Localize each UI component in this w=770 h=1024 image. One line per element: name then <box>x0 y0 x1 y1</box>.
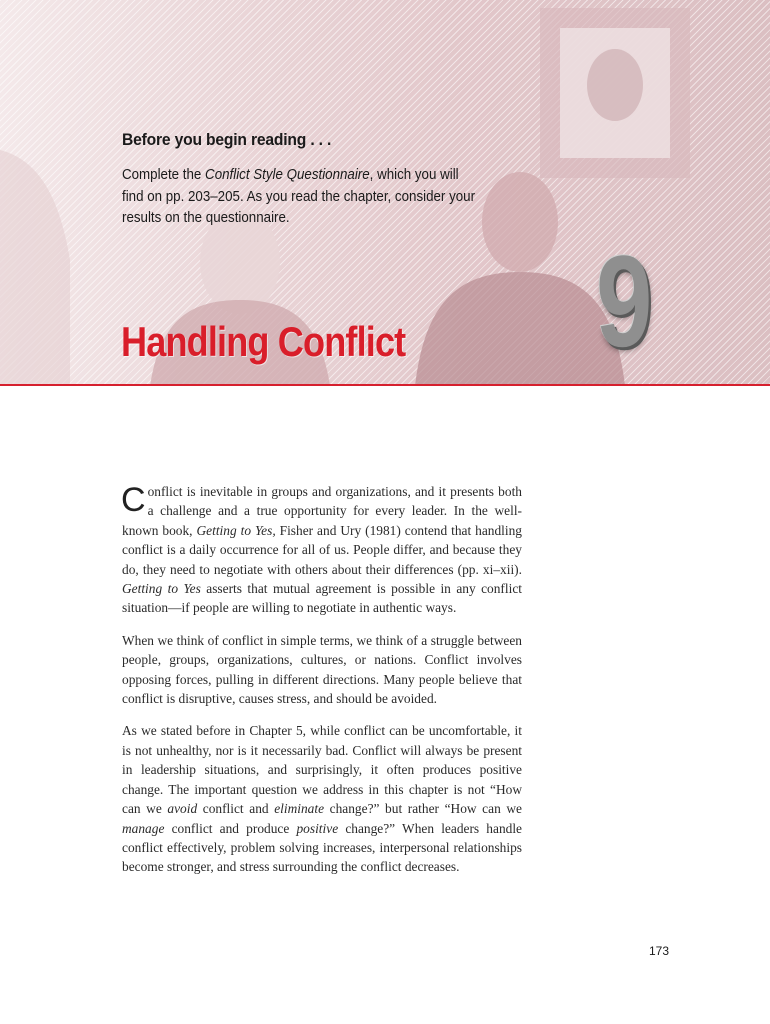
before-reading-heading: Before you begin reading . . . <box>122 130 332 149</box>
paragraph-3 <box>122 721 522 876</box>
book-title: Getting to Yes, <box>196 522 276 538</box>
chapter-body <box>122 482 522 890</box>
paragraph-1-text-a: onflict is inevitable in groups and organizations, and it presents both a challenge and a true opportunity for every leader. In the well-known book, <box>122 484 522 538</box>
before-text-part2: , which you will find on pp. 203–205. As you read the chapter, consider your results on the questionnaire. <box>122 167 476 226</box>
emphasis: eliminate <box>274 801 325 817</box>
before-text-part1: Complete the <box>122 167 206 183</box>
paragraph-1-text-c: asserts that mutual agreement is possible in any conflict situation—if people are willing to negotiate in authentic ways. <box>122 581 522 616</box>
paragraph-2: When we think of conflict in simple terms, we think of a struggle between people, groups, organizations, cultures, or nations. Conflict involves opposing forces, pulling in different directions. Many people believe that conflict is disruptive, causes stress, and should be avoided. <box>122 632 522 707</box>
paragraph-3-text-c: change?” but rather “How can we <box>324 801 522 817</box>
chapter-title: Handling Conflict <box>121 318 406 365</box>
questionnaire-title: Conflict Style Questionnaire <box>205 167 370 183</box>
emphasis: manage <box>122 820 165 836</box>
drop-cap: C <box>121 481 146 519</box>
header-divider <box>0 384 770 386</box>
page-number: 173 <box>649 944 670 958</box>
chapter-header-banner <box>0 0 770 386</box>
paragraph-3-text-d: conflict and produce <box>164 820 297 836</box>
before-reading-instructions <box>122 165 481 230</box>
book-title: Getting to Yes <box>122 581 201 597</box>
paragraph-1 <box>122 482 522 618</box>
paragraph-3-text-b: conflict and <box>197 801 275 817</box>
chapter-number: 9 <box>596 228 653 374</box>
paragraph-1-text-b: Fisher and Ury (1981) contend that handling conflict is a daily occurrence for all of us. People differ, and because they do, they need to negotiate with others about their differences (pp. xi–xii). <box>122 522 522 577</box>
paragraph-3-text-e: change?” When leaders handle conflict effectively, problem solving increases, interpersonal relationships become stronger, and stress surrounding the conflict decreases. <box>122 820 522 875</box>
paragraph-3-text-a: As we stated before in Chapter 5, while conflict can be uncomfortable, it is not unhealthy, nor is it necessarily bad. Conflict will always be present in leadership situations, and surprisingly, it often produces positive change. The important question we address in this chapter is not “How can we <box>122 723 522 817</box>
emphasis: avoid <box>167 801 198 817</box>
emphasis: positive <box>296 820 339 836</box>
